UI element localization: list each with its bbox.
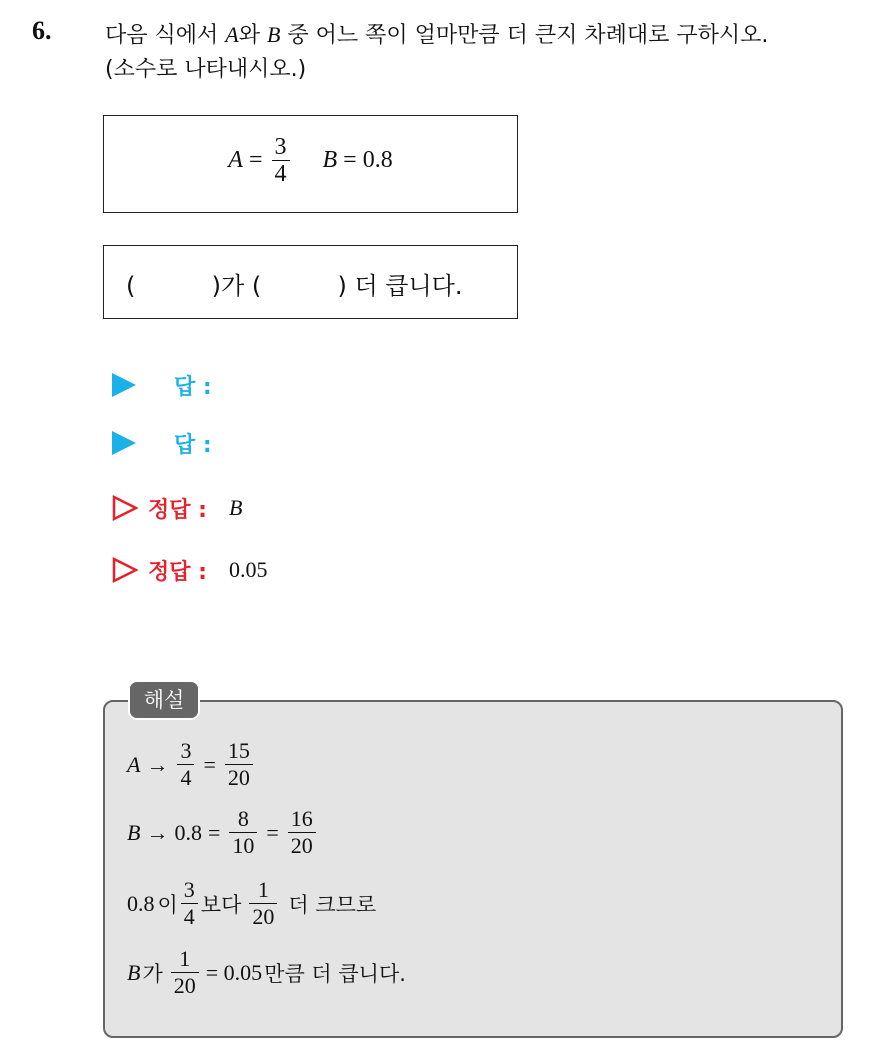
given-a-numerator: 3 bbox=[274, 134, 287, 160]
outline-triangle-icon bbox=[112, 557, 138, 583]
sol3-frac1-num: 3 bbox=[183, 877, 195, 902]
sol4-tail: 만큼 더 큽니다. bbox=[264, 961, 406, 986]
sol3-frac1 bbox=[181, 877, 198, 930]
question-text-part1: 다음 식에서 bbox=[105, 23, 226, 48]
answer-row-2[interactable] bbox=[112, 428, 212, 458]
sol3-frac2 bbox=[249, 877, 277, 930]
correct-answer-row-1 bbox=[112, 493, 242, 523]
sol2-equals-2: = bbox=[266, 819, 279, 845]
fill-in-box bbox=[103, 245, 518, 319]
correct-value-1: B bbox=[228, 495, 243, 520]
correct-value-2: 0.05 bbox=[228, 557, 268, 582]
sol1-frac1 bbox=[177, 738, 194, 791]
sol2-frac1 bbox=[229, 806, 257, 859]
var-b: B bbox=[266, 22, 281, 47]
sol2-arrow: → bbox=[146, 819, 169, 845]
correct-label-1: 정답 : bbox=[148, 497, 207, 523]
sol2-frac1-num: 8 bbox=[237, 806, 249, 831]
given-expression-box bbox=[103, 115, 518, 213]
sol4-frac-num: 1 bbox=[179, 946, 191, 971]
solution-box bbox=[103, 700, 843, 1038]
sol2-frac2-den: 20 bbox=[288, 832, 316, 859]
solution-line-4 bbox=[127, 946, 406, 999]
sol3-tail: 더 크므로 bbox=[288, 892, 377, 917]
sol1-frac1-den: 4 bbox=[177, 764, 194, 791]
sol3-frac1-den: 4 bbox=[181, 903, 198, 930]
sol2-frac1-den: 10 bbox=[229, 832, 257, 859]
play-triangle-icon bbox=[112, 431, 136, 455]
given-b-value: 0.8 bbox=[362, 147, 393, 173]
sol4-frac bbox=[171, 946, 199, 999]
play-triangle-icon bbox=[112, 373, 136, 397]
sol1-equals: = bbox=[203, 751, 216, 777]
sol2-decimal: 0.8 bbox=[174, 819, 202, 845]
sol1-frac1-num: 3 bbox=[180, 738, 192, 763]
question-text-part3: 중 어느 쪽이 얼마만큼 더 큰지 차례대로 구하시오. bbox=[280, 23, 769, 48]
sol2-frac2-num: 16 bbox=[290, 806, 313, 831]
sol3-frac2-den: 20 bbox=[249, 903, 277, 930]
sol4-equation: = 0.05 bbox=[205, 959, 263, 985]
sol1-frac2-den: 20 bbox=[225, 764, 253, 791]
var-a: A bbox=[225, 22, 239, 47]
sol3-particle2: 보다 bbox=[200, 892, 242, 917]
answer-label-2: 답 : bbox=[174, 432, 212, 458]
sol1-var: A bbox=[127, 751, 141, 777]
outline-triangle-icon bbox=[112, 495, 138, 521]
solution-tag: 해설 bbox=[128, 680, 200, 720]
sol2-frac2 bbox=[288, 806, 316, 859]
given-a-denominator: 4 bbox=[272, 160, 290, 187]
sol4-particle: 가 bbox=[142, 961, 163, 986]
solution-line-3 bbox=[127, 877, 376, 930]
correct-answer-row-2 bbox=[112, 555, 267, 585]
sol1-frac2 bbox=[225, 738, 253, 791]
sol2-equals-1: = bbox=[207, 819, 221, 845]
given-expression bbox=[104, 134, 517, 187]
sol3-frac2-num: 1 bbox=[257, 877, 269, 902]
sol1-frac2-num: 15 bbox=[227, 738, 250, 763]
solution-line-2 bbox=[127, 806, 319, 859]
sol4-frac-den: 20 bbox=[171, 972, 199, 999]
given-a-var: A bbox=[228, 147, 243, 173]
question-text-part2: 와 bbox=[238, 23, 267, 48]
solution-line-1 bbox=[127, 738, 256, 791]
sol3-particle1: 이 bbox=[157, 892, 178, 917]
given-equals-a: = bbox=[248, 147, 263, 173]
fill-in-sentence: ( )가 ( ) 더 큽니다. bbox=[126, 272, 463, 300]
answer-row-1[interactable] bbox=[112, 370, 212, 400]
given-b-var: B bbox=[322, 147, 338, 173]
correct-label-2: 정답 : bbox=[148, 559, 207, 585]
sol1-arrow: → bbox=[146, 751, 169, 777]
sol2-var: B bbox=[127, 819, 141, 845]
sol3-decimal: 0.8 bbox=[127, 890, 155, 916]
sol4-var: B bbox=[127, 959, 141, 985]
question-text-line2: (소수로 나타내시오.) bbox=[105, 57, 307, 82]
answer-label-1: 답 : bbox=[174, 374, 212, 400]
question-number: 6. bbox=[32, 16, 52, 45]
given-equals-b: = bbox=[343, 147, 357, 173]
question-text bbox=[105, 18, 875, 87]
given-a-fraction bbox=[272, 134, 290, 187]
